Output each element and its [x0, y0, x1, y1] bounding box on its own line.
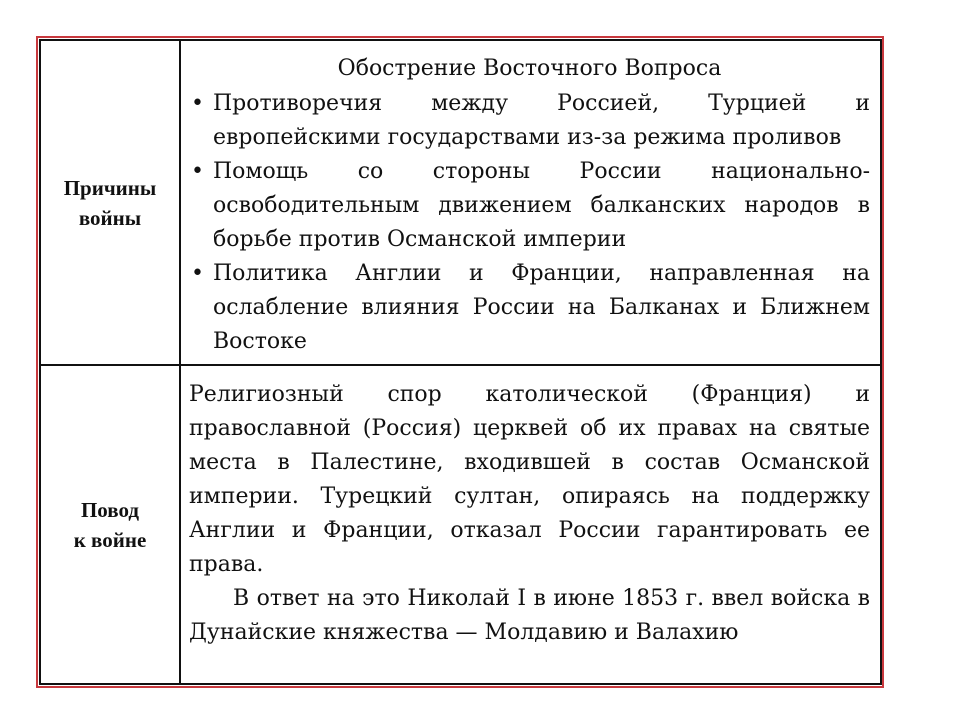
row-label-causes: Причины войны [63, 175, 157, 230]
response-paragraph: В ответ на это Николай I в июне 1853 г. ввел войска в Дунайские княжества — Молдавию и Валахию [189, 586, 870, 645]
bullet-icon: • [191, 261, 204, 286]
list-item-text: Помощь со стороны России национально-освободительным движением балканских народов в борьбе против Османской империи [213, 159, 870, 252]
causes-heading: Обострение Восточного Вопроса [337, 56, 722, 81]
pretext-paragraph: Религиозный спор католической (Франция) и православной (Россия) церквей об их правах на святые места в Палестине, входившей в состав Османской империи. Турецкий султан, опираясь на поддержку Англии и Франции, отказал России гарантировать ее права. [189, 382, 870, 577]
row-content-cell [181, 41, 880, 364]
table-row-pretext [41, 366, 880, 683]
causes-list [189, 87, 870, 359]
row-content-cell [181, 366, 880, 683]
list-item-text: Противоречия между Россией, Турцией и европейскими государствами из-за режима проливов [213, 91, 870, 150]
table-row-causes [41, 41, 880, 366]
list-item [189, 87, 870, 155]
list-item [189, 155, 870, 257]
list-item-text: Политика Англии и Франции, направленная на ослабление влияния России на Балканах и Ближнем Востоке [213, 261, 870, 354]
war-causes-table [39, 39, 882, 685]
row-label-pretext: Повод к войне [73, 497, 147, 552]
bullet-icon: • [191, 159, 204, 184]
row-label-cell [41, 41, 181, 364]
bullet-icon: • [191, 91, 204, 116]
row-label-cell [41, 366, 181, 683]
list-item [189, 257, 870, 359]
